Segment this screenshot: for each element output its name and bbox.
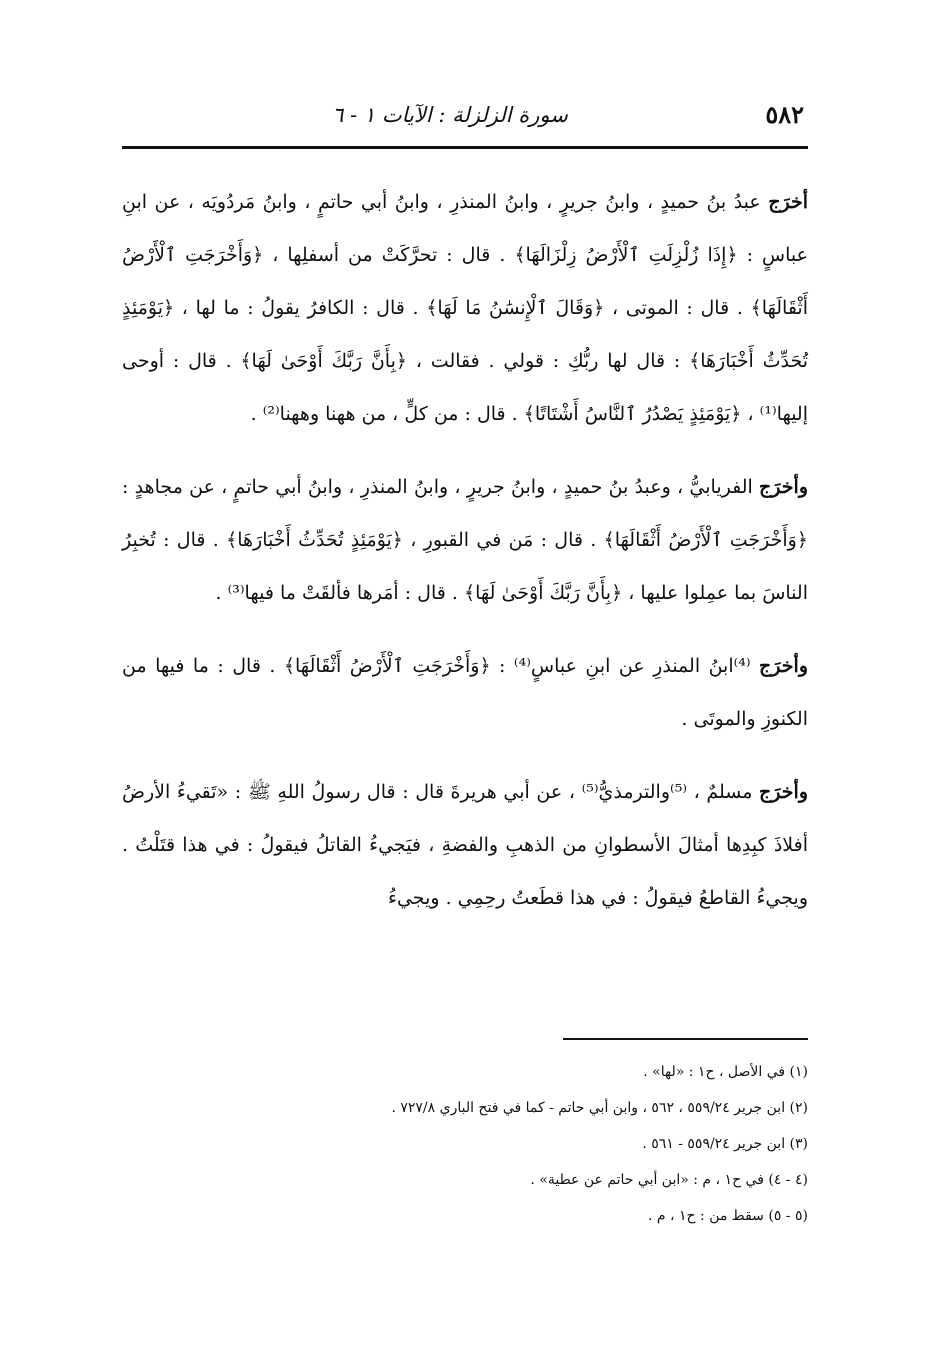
paragraph	[122, 766, 808, 925]
paragraph-text: مسلمٌ ، ⁽⁵⁾والترمذيُّ⁽⁵⁾ ، عن أبي هريرةَ قال : قال رسولُ اللهِ ﷺ : «تَقيءُ الأرضُ أفلاذَ كبِدِها أمثالَ الأسطوانِ من الذهبِ والفضةِ ، فيَجيءُ القاتلُ فيقولُ : في هذا قتَلْتُ . ويجيءُ القاطعُ فيقولُ : في هذا قطَعتُ رحِمِي . ويجيءُ	[122, 781, 808, 909]
paragraph	[122, 461, 808, 620]
paragraph-lead: وأخرَج	[759, 655, 808, 677]
paragraph-lead: أخرَج	[768, 191, 808, 213]
footnote-rule	[563, 1038, 808, 1040]
header-rule	[122, 146, 808, 149]
paragraph	[122, 176, 808, 441]
running-head: سورة الزلزلة : الآيات ١ - ٦	[332, 103, 568, 127]
paragraph	[122, 640, 808, 746]
paragraph-lead: وأخرَج	[759, 781, 808, 803]
footnote-1: (١) في الأصل ، ح١ : «لها» .	[643, 1064, 808, 1080]
footnote-5: (٥ - ٥) سقط من : ح١ ، م .	[648, 1208, 808, 1224]
paragraph-lead: وأخرَج	[759, 476, 808, 498]
page-number: ٥٨٢	[765, 100, 804, 129]
footnote-3: (٣) ابن جرير ٥٥٩/٢٤ - ٥٦١ .	[642, 1136, 808, 1152]
paragraph-text: عبدُ بنُ حميدٍ ، وابنُ جريرٍ ، وابنُ المنذرِ ، وابنُ أبي حاتمٍ ، وابنُ مَردُويَه ، عن ابنِ عباسٍ : ﴿إِذَا زُلْزِلَتِ ٱلْأَرْضُ زِلْزَالَهَا﴾ . قال : تحرَّكَتْ من أسفلِها ، ﴿وَأَخْرَجَتِ ٱلْأَرْضُ أَثْقَالَهَا﴾ . قال : الموتى ، ﴿وَقَالَ ٱلْإِنسَٰنُ مَا لَهَا﴾ . قال : الكافرُ يقولُ : ما لها ، ﴿يَوْمَئِذٍ تُحَدِّثُ أَخْبَارَهَا﴾ : قال لها ربُّكِ : قولي . فقالت ، ﴿بِأَنَّ رَبَّكَ أَوْحَىٰ لَهَا﴾ . قال : أوحى إليها⁽¹⁾ ، ﴿يَوْمَئِذٍ يَصْدُرُ ٱلنَّاسُ أَشْتَاتًا﴾ . قال : من كلٍّ ، من ههنا وههنا⁽²⁾ .	[122, 191, 808, 425]
footnote-2: (٢) ابن جرير ٥٥٩/٢٤ ، ٥٦٢ ، وابن أبي حاتم - كما في فتح الباري ٧٢٧/٨ .	[391, 1100, 808, 1116]
body-text	[122, 176, 808, 945]
footnotes	[148, 1054, 808, 1234]
footnote-4: (٤ - ٤) في ح١ ، م : «ابن أبي حاتم عن عطية» .	[530, 1172, 808, 1188]
paragraph-text: ⁽⁴⁾ابنُ المنذرِ عن ابنِ عباسٍ⁽⁴⁾ : ﴿وَأَخْرَجَتِ ٱلْأَرْضُ أَثْقَالَهَا﴾ . قال : ما فيها من الكنوزِ والموتَى .	[122, 655, 808, 730]
paragraph-text: الفريابيُّ ، وعبدُ بنُ حميدٍ ، وابنُ جريرٍ ، وابنُ المنذرِ ، وابنُ أبي حاتمٍ ، عن مجاهدٍ : ﴿وَأَخْرَجَتِ ٱلْأَرْضُ أَثْقَالَهَا﴾ . قال : مَن في القبورِ ، ﴿يَوْمَئِذٍ تُحَدِّثُ أَخْبَارَهَا﴾ . قال : تُخبِرُ الناسَ بما عمِلوا عليها ، ﴿بِأَنَّ رَبَّكَ أَوْحَىٰ لَهَا﴾ . قال : أمَرها فألقَتْ ما فيها⁽³⁾ .	[122, 476, 808, 604]
